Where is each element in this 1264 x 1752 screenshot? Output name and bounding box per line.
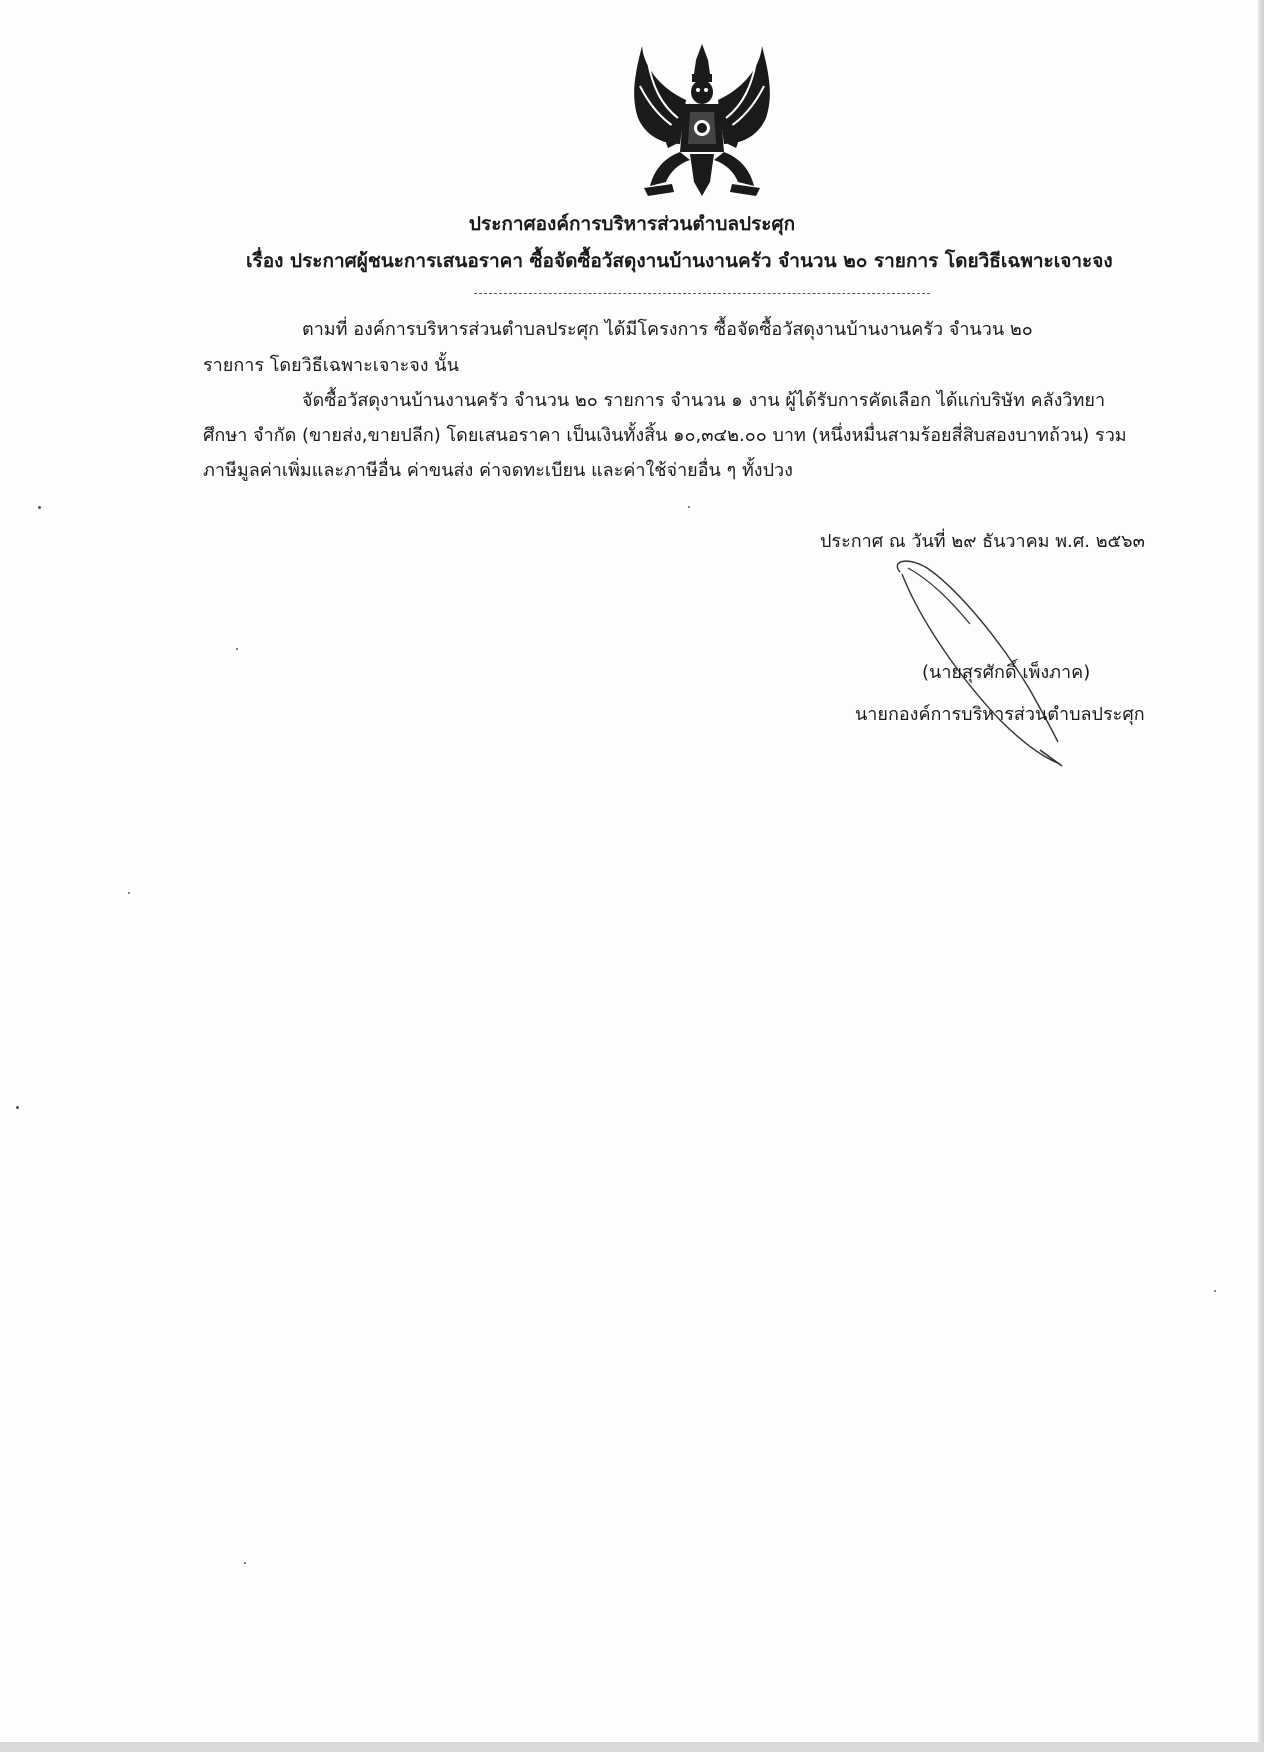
- garuda-emblem-icon: [624, 40, 780, 202]
- paragraph-2-line-2: ศึกษา จำกัด (ขายส่ง,ขายปลีก) โดยเสนอราคา เป็นเงินทั้งสิ้น ๑๐,๓๔๒.๐๐ บาท (หนึ่งหมื่นสามร้อยสี่สิบสองบาทถ้วน) รวม: [203, 425, 1127, 446]
- scan-bottom-edge: [0, 1742, 1264, 1752]
- paragraph-1-line-1: ตามที่ องค์การบริหารส่วนตำบลประศุก ได้มีโครงการ ซื้อจัดซื้อวัสดุงานบ้านงานครัว จำนวน ๒๐: [302, 319, 1033, 340]
- agency-title: ประกาศองค์การบริหารส่วนตำบลประศุก: [468, 213, 796, 235]
- paragraph-2-line-1: จัดซื้อวัสดุงานบ้านงานครัว จำนวน ๒๐ รายการ จำนวน ๑ งาน ผู้ได้รับการคัดเลือก ได้แก่บริษัท คลังวิทยา: [302, 390, 1106, 411]
- signer-position: นายกองค์การบริหารส่วนตำบลประศุก: [855, 704, 1145, 725]
- paragraph-2-line-3: ภาษีมูลค่าเพิ่มและภาษีอื่น ค่าขนส่ง ค่าจดทะเบียน และค่าใช้จ่ายอื่น ๆ ทั้งปวง: [203, 460, 793, 481]
- scan-speck: [128, 892, 130, 894]
- scan-speck: [236, 648, 238, 650]
- signer-name: (นายสุรศักดิ์ เพ็งภาค): [922, 662, 1091, 683]
- announcement-subject: เรื่อง ประกาศผู้ชนะการเสนอราคา ซื้อจัดซื้อวัสดุงานบ้านงานครัว จำนวน ๒๐ รายการ โดยวิธีเฉพาะเจาะจง: [246, 250, 1113, 272]
- scan-speck: [16, 1106, 19, 1109]
- scan-speck: [244, 1562, 246, 1564]
- scan-speck: [688, 506, 690, 508]
- scan-speck: [38, 506, 41, 509]
- title-divider: [474, 293, 930, 294]
- scan-speck: [1214, 1290, 1216, 1292]
- scan-right-edge: [1258, 0, 1264, 1752]
- announcement-date: ประกาศ ณ วันที่ ๒๙ ธันวาคม พ.ศ. ๒๕๖๓: [820, 531, 1145, 552]
- paragraph-1-line-2: รายการ โดยวิธีเฉพาะเจาะจง นั้น: [203, 355, 459, 376]
